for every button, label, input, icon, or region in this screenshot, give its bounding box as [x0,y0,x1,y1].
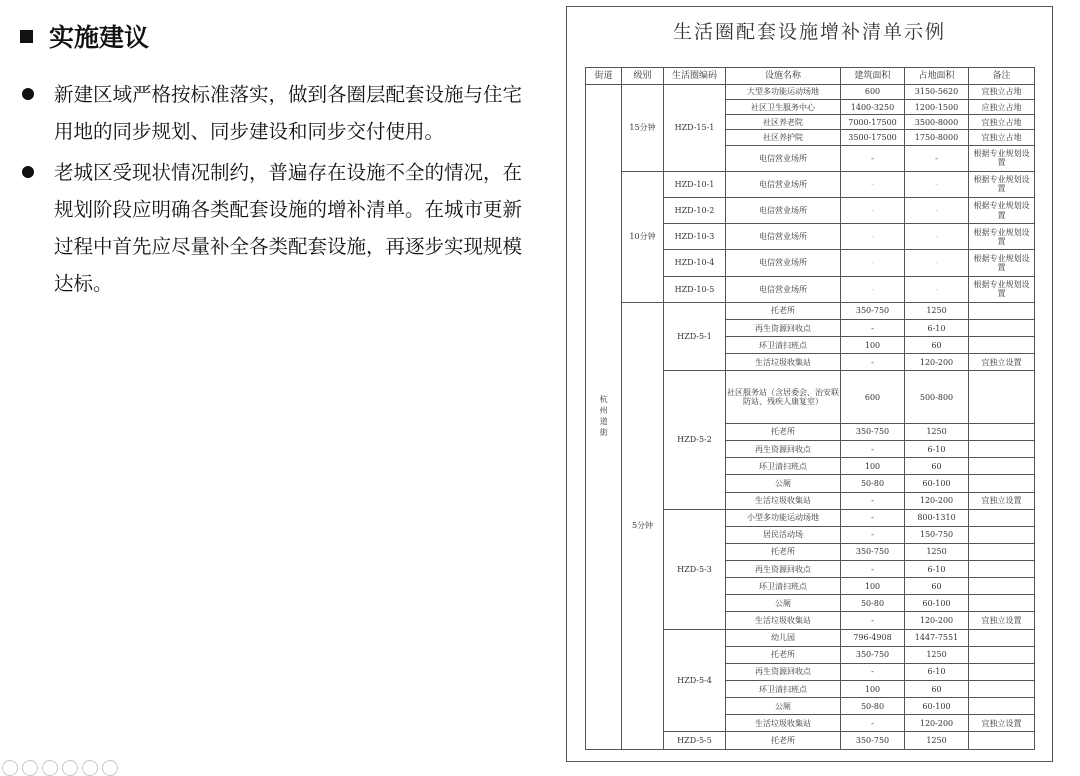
facility-name-cell: 电信营业场所 [726,276,841,302]
remarks-cell [969,509,1035,526]
circle-icon [42,760,58,776]
land-area-cell: 1250 [905,302,969,319]
facility-name-cell: 环卫清扫班点 [726,458,841,475]
building-area-cell: - [841,320,905,337]
table-row [586,302,1035,319]
facility-name-cell: 公厕 [726,475,841,492]
facility-name-cell: 托老所 [726,646,841,663]
facility-name-cell: 再生资源回收点 [726,320,841,337]
facility-name-cell: 环卫清扫班点 [726,578,841,595]
facility-name-cell: 电信营业场所 [726,250,841,276]
remarks-cell [969,663,1035,680]
facility-name-cell: 生活垃圾收集站 [726,492,841,509]
code-cell: HZD-10-3 [664,224,726,250]
building-area-cell: 600 [841,85,905,100]
facility-name-cell: 社区服务站（含居委会、治安联防站、残疾人康复室） [726,371,841,423]
land-area-cell: 1750-8000 [905,130,969,145]
code-cell: HZD-10-4 [664,250,726,276]
remarks-cell [969,595,1035,612]
remarks-cell [969,578,1035,595]
header-building-area: 建筑面积 [841,68,905,85]
land-area-cell: 120-200 [905,492,969,509]
remarks-cell [969,320,1035,337]
building-area-cell: 3500-17500 [841,130,905,145]
table-row [586,85,1035,100]
heading-text: 实施建议 [49,23,150,52]
remarks-cell [969,423,1035,440]
facility-name-cell: 电信营业场所 [726,224,841,250]
code-cell: HZD-10-2 [664,197,726,223]
header-facility: 设施名称 [726,68,841,85]
facility-table [585,67,1035,750]
land-area-cell: 6-10 [905,561,969,578]
facility-name-cell: 公厕 [726,595,841,612]
land-area-cell: - [905,171,969,197]
land-area-cell: 60 [905,337,969,354]
facility-name-cell: 小型多功能运动场地 [726,509,841,526]
land-area-cell: - [905,224,969,250]
remarks-cell [969,526,1035,543]
building-area-cell: 1400-3250 [841,100,905,115]
building-area-cell: 350-750 [841,543,905,560]
land-area-cell: 60-100 [905,475,969,492]
building-area-cell: - [841,509,905,526]
circle-icon [102,760,118,776]
land-area-cell: 1250 [905,732,969,750]
remarks-cell [969,732,1035,750]
bullet-dot-icon [22,166,34,178]
land-area-cell: 6-10 [905,441,969,458]
facility-name-cell: 大型多功能运动场地 [726,85,841,100]
land-area-cell: 3500-8000 [905,115,969,130]
land-area-cell: - [905,197,969,223]
header-land-area: 占地面积 [905,68,969,85]
header-remarks: 备注 [969,68,1035,85]
circle-icon [62,760,78,776]
street-cell: 杭州道街 [586,85,622,750]
building-area-cell: - [841,492,905,509]
building-area-cell: 7000-17500 [841,115,905,130]
building-area-cell: - [841,224,905,250]
building-area-cell: 350-750 [841,423,905,440]
remarks-cell: 根据专业规划设置 [969,197,1035,223]
remarks-cell: 根据专业规划设置 [969,276,1035,302]
land-area-cell: 800-1310 [905,509,969,526]
building-area-cell: 50-80 [841,595,905,612]
code-cell: HZD-10-5 [664,276,726,302]
facility-name-cell: 电信营业场所 [726,197,841,223]
facility-name-cell: 环卫清扫班点 [726,681,841,698]
land-area-cell: 500-800 [905,371,969,423]
facility-name-cell: 社区卫生服务中心 [726,100,841,115]
land-area-cell: 60-100 [905,698,969,715]
table-header-row [586,68,1035,85]
facility-name-cell: 居民活动场 [726,526,841,543]
building-area-cell: - [841,663,905,680]
facility-name-cell: 社区养老院 [726,115,841,130]
building-area-cell: - [841,145,905,171]
land-area-cell: 6-10 [905,663,969,680]
circle-icon [2,760,18,776]
code-cell: HZD-5-3 [664,509,726,629]
code-cell: HZD-5-4 [664,629,726,732]
land-area-cell: 3150-5620 [905,85,969,100]
remarks-cell [969,646,1035,663]
bullet-text: 新建区域严格按标准落实，做到各圈层配套设施与住宅用地的同步规划、同步建设和同步交付使用。 [54,83,523,143]
level-cell: 15分钟 [622,85,664,172]
facility-name-cell: 公厕 [726,698,841,715]
bullet-dot-icon [22,88,34,100]
remarks-cell [969,681,1035,698]
facility-name-cell: 电信营业场所 [726,171,841,197]
building-area-cell: 50-80 [841,698,905,715]
facility-name-cell: 环卫清扫班点 [726,337,841,354]
header-level: 级别 [622,68,664,85]
facility-name-cell: 生活垃圾收集站 [726,354,841,371]
remarks-cell [969,543,1035,560]
land-area-cell: 60 [905,681,969,698]
land-area-cell: 1250 [905,543,969,560]
building-area-cell: 100 [841,578,905,595]
remarks-cell: 宜独立占地 [969,115,1035,130]
remarks-cell [969,475,1035,492]
building-area-cell: - [841,612,905,629]
remarks-cell: 应独立占地 [969,100,1035,115]
level-cell: 10分钟 [622,171,664,302]
facility-name-cell: 托老所 [726,732,841,750]
facility-name-cell: 托老所 [726,543,841,560]
remarks-cell: 宜独立占地 [969,85,1035,100]
code-cell: HZD-5-5 [664,732,726,750]
remarks-cell: 根据专业规划设置 [969,250,1035,276]
building-area-cell: - [841,354,905,371]
facility-name-cell: 社区养护院 [726,130,841,145]
land-area-cell: 60-100 [905,595,969,612]
land-area-cell: 120-200 [905,612,969,629]
land-area-cell: 1250 [905,646,969,663]
scanned-document [566,6,1053,762]
circle-icon [82,760,98,776]
building-area-cell: 796-4908 [841,629,905,646]
building-area-cell: 350-750 [841,302,905,319]
remarks-cell [969,458,1035,475]
building-area-cell: - [841,171,905,197]
building-area-cell: - [841,715,905,732]
bullet-list [20,76,540,302]
land-area-cell: 60 [905,458,969,475]
remarks-cell [969,302,1035,319]
building-area-cell: - [841,526,905,543]
facility-name-cell: 再生资源回收点 [726,663,841,680]
remarks-cell: 宜独立占地 [969,130,1035,145]
remarks-cell [969,371,1035,423]
land-area-cell: 1200-1500 [905,100,969,115]
remarks-cell [969,629,1035,646]
land-area-cell: 60 [905,578,969,595]
facility-name-cell: 托老所 [726,302,841,319]
building-area-cell: - [841,276,905,302]
table-row [586,171,1035,197]
land-area-cell: - [905,145,969,171]
square-bullet-icon [20,30,33,43]
building-area-cell: 100 [841,458,905,475]
remarks-cell [969,561,1035,578]
facility-name-cell: 生活垃圾收集站 [726,715,841,732]
land-area-cell: 1250 [905,423,969,440]
text-panel [20,18,540,306]
code-cell: HZD-10-1 [664,171,726,197]
building-area-cell: 100 [841,681,905,698]
code-cell: HZD-5-2 [664,371,726,509]
section-heading [20,18,540,54]
bullet-text: 老城区受现状情况制约，普遍存在设施不全的情况，在规划阶段应明确各类配套设施的增补清单。在城市更新过程中首先应尽量补全各类配套设施，再逐步实现规模达标。 [54,161,523,295]
land-area-cell: - [905,276,969,302]
building-area-cell: 600 [841,371,905,423]
remarks-cell: 宜独立设置 [969,492,1035,509]
bullet-item [20,154,540,302]
building-area-cell: - [841,441,905,458]
land-area-cell: 1447-7551 [905,629,969,646]
code-cell: HZD-5-1 [664,302,726,371]
facility-name-cell: 电信营业场所 [726,145,841,171]
land-area-cell: - [905,250,969,276]
remarks-cell: 根据专业规划设置 [969,145,1035,171]
building-area-cell: - [841,197,905,223]
building-area-cell: - [841,561,905,578]
header-street: 街道 [586,68,622,85]
land-area-cell: 120-200 [905,354,969,371]
level-cell: 5分钟 [622,302,664,749]
building-area-cell: 350-750 [841,646,905,663]
land-area-cell: 6-10 [905,320,969,337]
facility-name-cell: 再生资源回收点 [726,441,841,458]
building-area-cell: 50-80 [841,475,905,492]
header-code: 生活圈编码 [664,68,726,85]
land-area-cell: 150-750 [905,526,969,543]
building-area-cell: 100 [841,337,905,354]
remarks-cell: 宜独立设置 [969,612,1035,629]
remarks-cell [969,337,1035,354]
remarks-cell: 根据专业规划设置 [969,224,1035,250]
code-cell: HZD-15-1 [664,85,726,172]
facility-name-cell: 幼儿园 [726,629,841,646]
remarks-cell [969,698,1035,715]
land-area-cell: 120-200 [905,715,969,732]
facility-name-cell: 托老所 [726,423,841,440]
circle-icon [22,760,38,776]
remarks-cell: 宜独立设置 [969,715,1035,732]
remarks-cell: 宜独立设置 [969,354,1035,371]
facility-name-cell: 再生资源回收点 [726,561,841,578]
remarks-cell [969,441,1035,458]
document-title: 生活圈配套设施增补清单示例 [672,21,946,43]
facility-name-cell: 生活垃圾收集站 [726,612,841,629]
building-area-cell: 350-750 [841,732,905,750]
footer-decoration [2,760,118,776]
bullet-item [20,76,540,150]
building-area-cell: - [841,250,905,276]
remarks-cell: 根据专业规划设置 [969,171,1035,197]
